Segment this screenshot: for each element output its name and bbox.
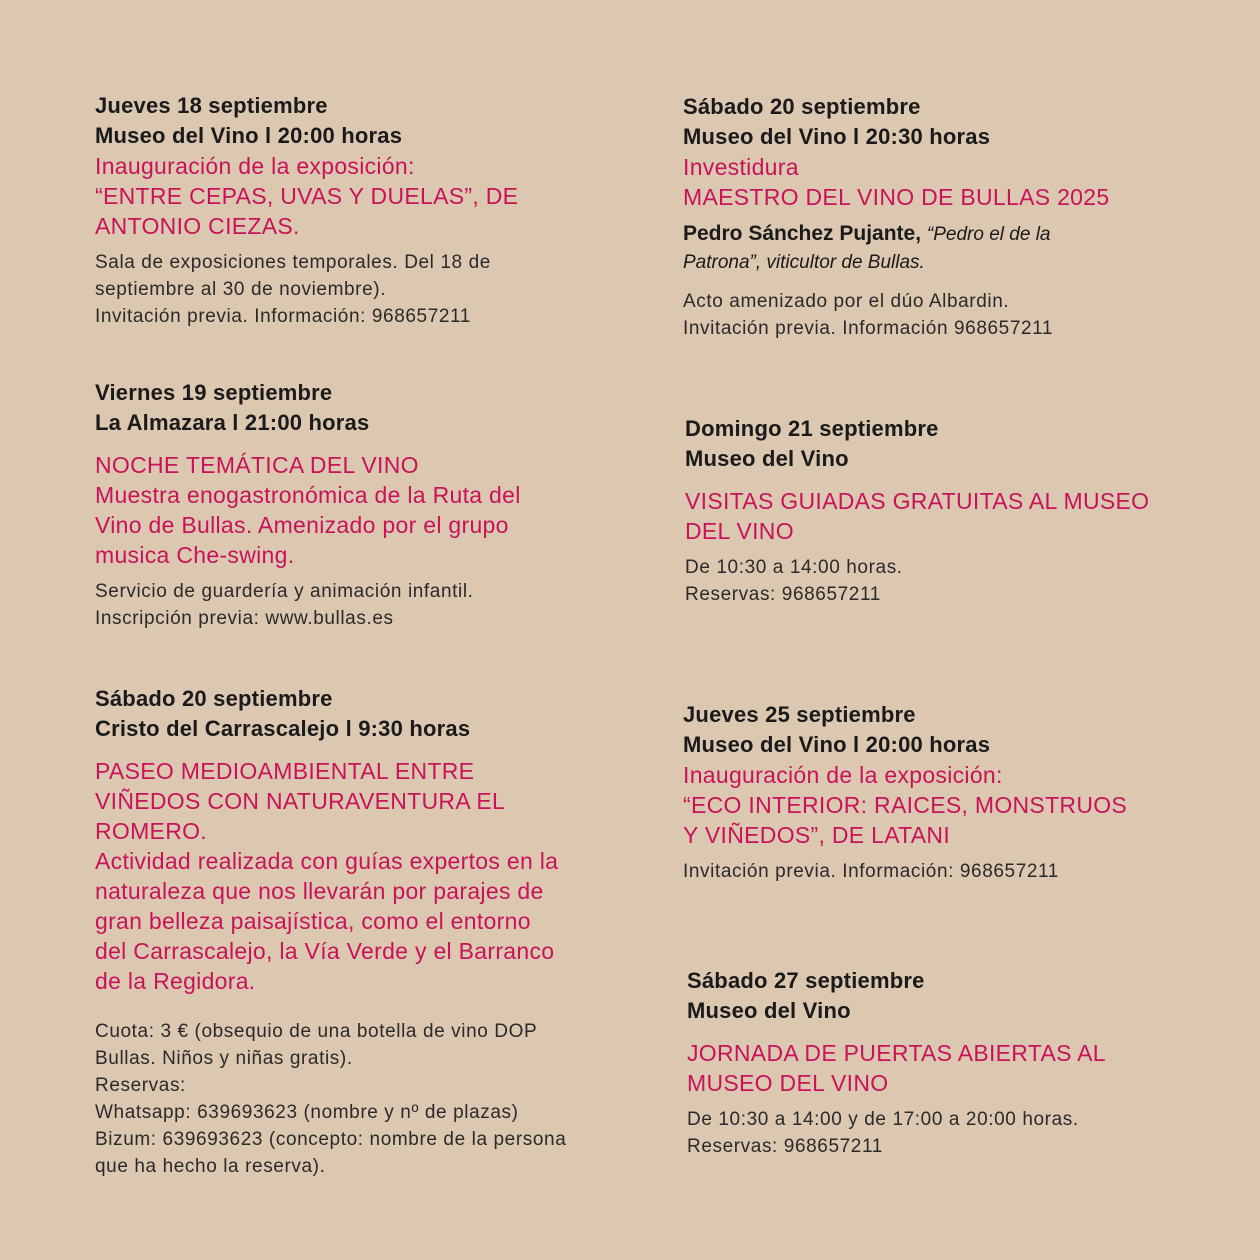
event-title-line: “ECO INTERIOR: RAICES, MONSTRUOS [683,792,1128,818]
event-domingo-21 [685,414,1149,608]
event-title-line: Muestra enogastronómica de la Ruta del [95,482,521,508]
event-date: Sábado 27 septiembre [687,968,925,993]
event-sabado-20-paseo [95,684,566,1180]
event-viernes-19 [95,378,521,632]
event-title-line: VIÑEDOS CON NATURAVENTURA EL [95,788,506,814]
event-place: Museo del Vino [687,998,851,1023]
event-title-line: Investidura [683,154,799,180]
event-date: Domingo 21 septiembre [685,416,939,441]
event-info-line: septiembre al 30 de noviembre). [95,279,387,300]
event-title-line: NOCHE TEMÁTICA DEL VINO [95,452,419,478]
event-date: Sábado 20 septiembre [95,686,333,711]
event-title-line: gran belleza paisajística, como el entorno [95,908,531,934]
event-info-line: Invitación previa. Información: 968657211 [683,861,1059,882]
event-title-line: Inauguración de la exposición: [683,762,1003,788]
event-place: Museo del Vino l 20:00 horas [95,123,403,148]
event-info-line: Whatsapp: 639693623 (nombre y nº de plazas) [95,1102,519,1123]
event-title-line: VISITAS GUIADAS GRATUITAS AL MUSEO [685,488,1150,514]
event-date: Jueves 18 septiembre [95,93,328,118]
event-info-line: Invitación previa. Información: 968657211 [95,306,471,327]
event-title-line: ROMERO. [95,818,207,844]
event-place: Museo del Vino l 20:30 horas [683,124,991,149]
event-title-line: Y VIÑEDOS”, DE LATANI [683,822,951,848]
event-place: Cristo del Carrascalejo l 9:30 horas [95,716,471,741]
event-title-line: naturaleza que nos llevarán por parajes de [95,878,544,904]
event-place: Museo del Vino [685,446,849,471]
event-info-line: Reservas: [95,1075,186,1096]
event-info-line: Reservas: 968657211 [685,584,881,605]
event-sabado-27 [687,966,1106,1160]
event-sabado-20-investidura [683,92,1109,342]
event-date: Jueves 25 septiembre [683,702,916,727]
event-title-line: musica Che-swing. [95,542,295,568]
event-info-line: Reservas: 968657211 [687,1136,883,1157]
event-info-line: De 10:30 a 14:00 y de 17:00 a 20:00 horas. [687,1109,1079,1130]
honoree-description: “Pedro el de la [926,224,1051,245]
event-date: Sábado 20 septiembre [683,94,921,119]
event-jueves-18 [95,91,518,330]
event-title-line: ANTONIO CIEZAS. [95,213,300,239]
event-info-line: Cuota: 3 € (obsequio de una botella de vino DOP [95,1021,538,1042]
event-title-line: Inauguración de la exposición: [95,153,415,179]
event-info-line: Inscripción previa: www.bullas.es [95,608,394,629]
honoree-description: Patrona”, viticultor de Bullas. [683,252,925,273]
event-title-line: JORNADA DE PUERTAS ABIERTAS AL [687,1040,1106,1066]
event-info-line: De 10:30 a 14:00 horas. [685,557,903,578]
event-info-line: Bizum: 639693623 (concepto: nombre de la persona [95,1129,567,1150]
event-info-line: Invitación previa. Información 968657211 [683,318,1054,339]
event-title-line: Actividad realizada con guías expertos en la [95,848,559,874]
event-title-line: Vino de Bullas. Amenizado por el grupo [95,512,509,538]
event-info-line: Servicio de guardería y animación infantil. [95,581,474,602]
event-info-line: Bullas. Niños y niñas gratis). [95,1048,353,1069]
honoree-description-line [683,248,1109,276]
event-place: Museo del Vino l 20:00 horas [683,732,991,757]
event-date: Viernes 19 septiembre [95,380,333,405]
event-jueves-25 [683,700,1127,885]
event-title-line: PASEO MEDIOAMBIENTAL ENTRE [95,758,475,784]
honoree [683,220,1109,248]
event-info-line: Sala de exposiciones temporales. Del 18 de [95,252,491,273]
event-place: La Almazara l 21:00 horas [95,410,370,435]
event-info-line: que ha hecho la reserva). [95,1156,326,1177]
event-info-line: Acto amenizado por el dúo Albardin. [683,291,1010,312]
honoree-name: Pedro Sánchez Pujante, [683,222,922,245]
event-title-line: MUSEO DEL VINO [687,1070,889,1096]
event-title-line: del Carrascalejo, la Vía Verde y el Barranco [95,938,555,964]
event-title-line: de la Regidora. [95,968,256,994]
event-title-line: MAESTRO DEL VINO DE BULLAS 2025 [683,184,1110,210]
event-title-line: DEL VINO [685,518,794,544]
event-title-line: “ENTRE CEPAS, UVAS Y DUELAS”, DE [95,183,519,209]
